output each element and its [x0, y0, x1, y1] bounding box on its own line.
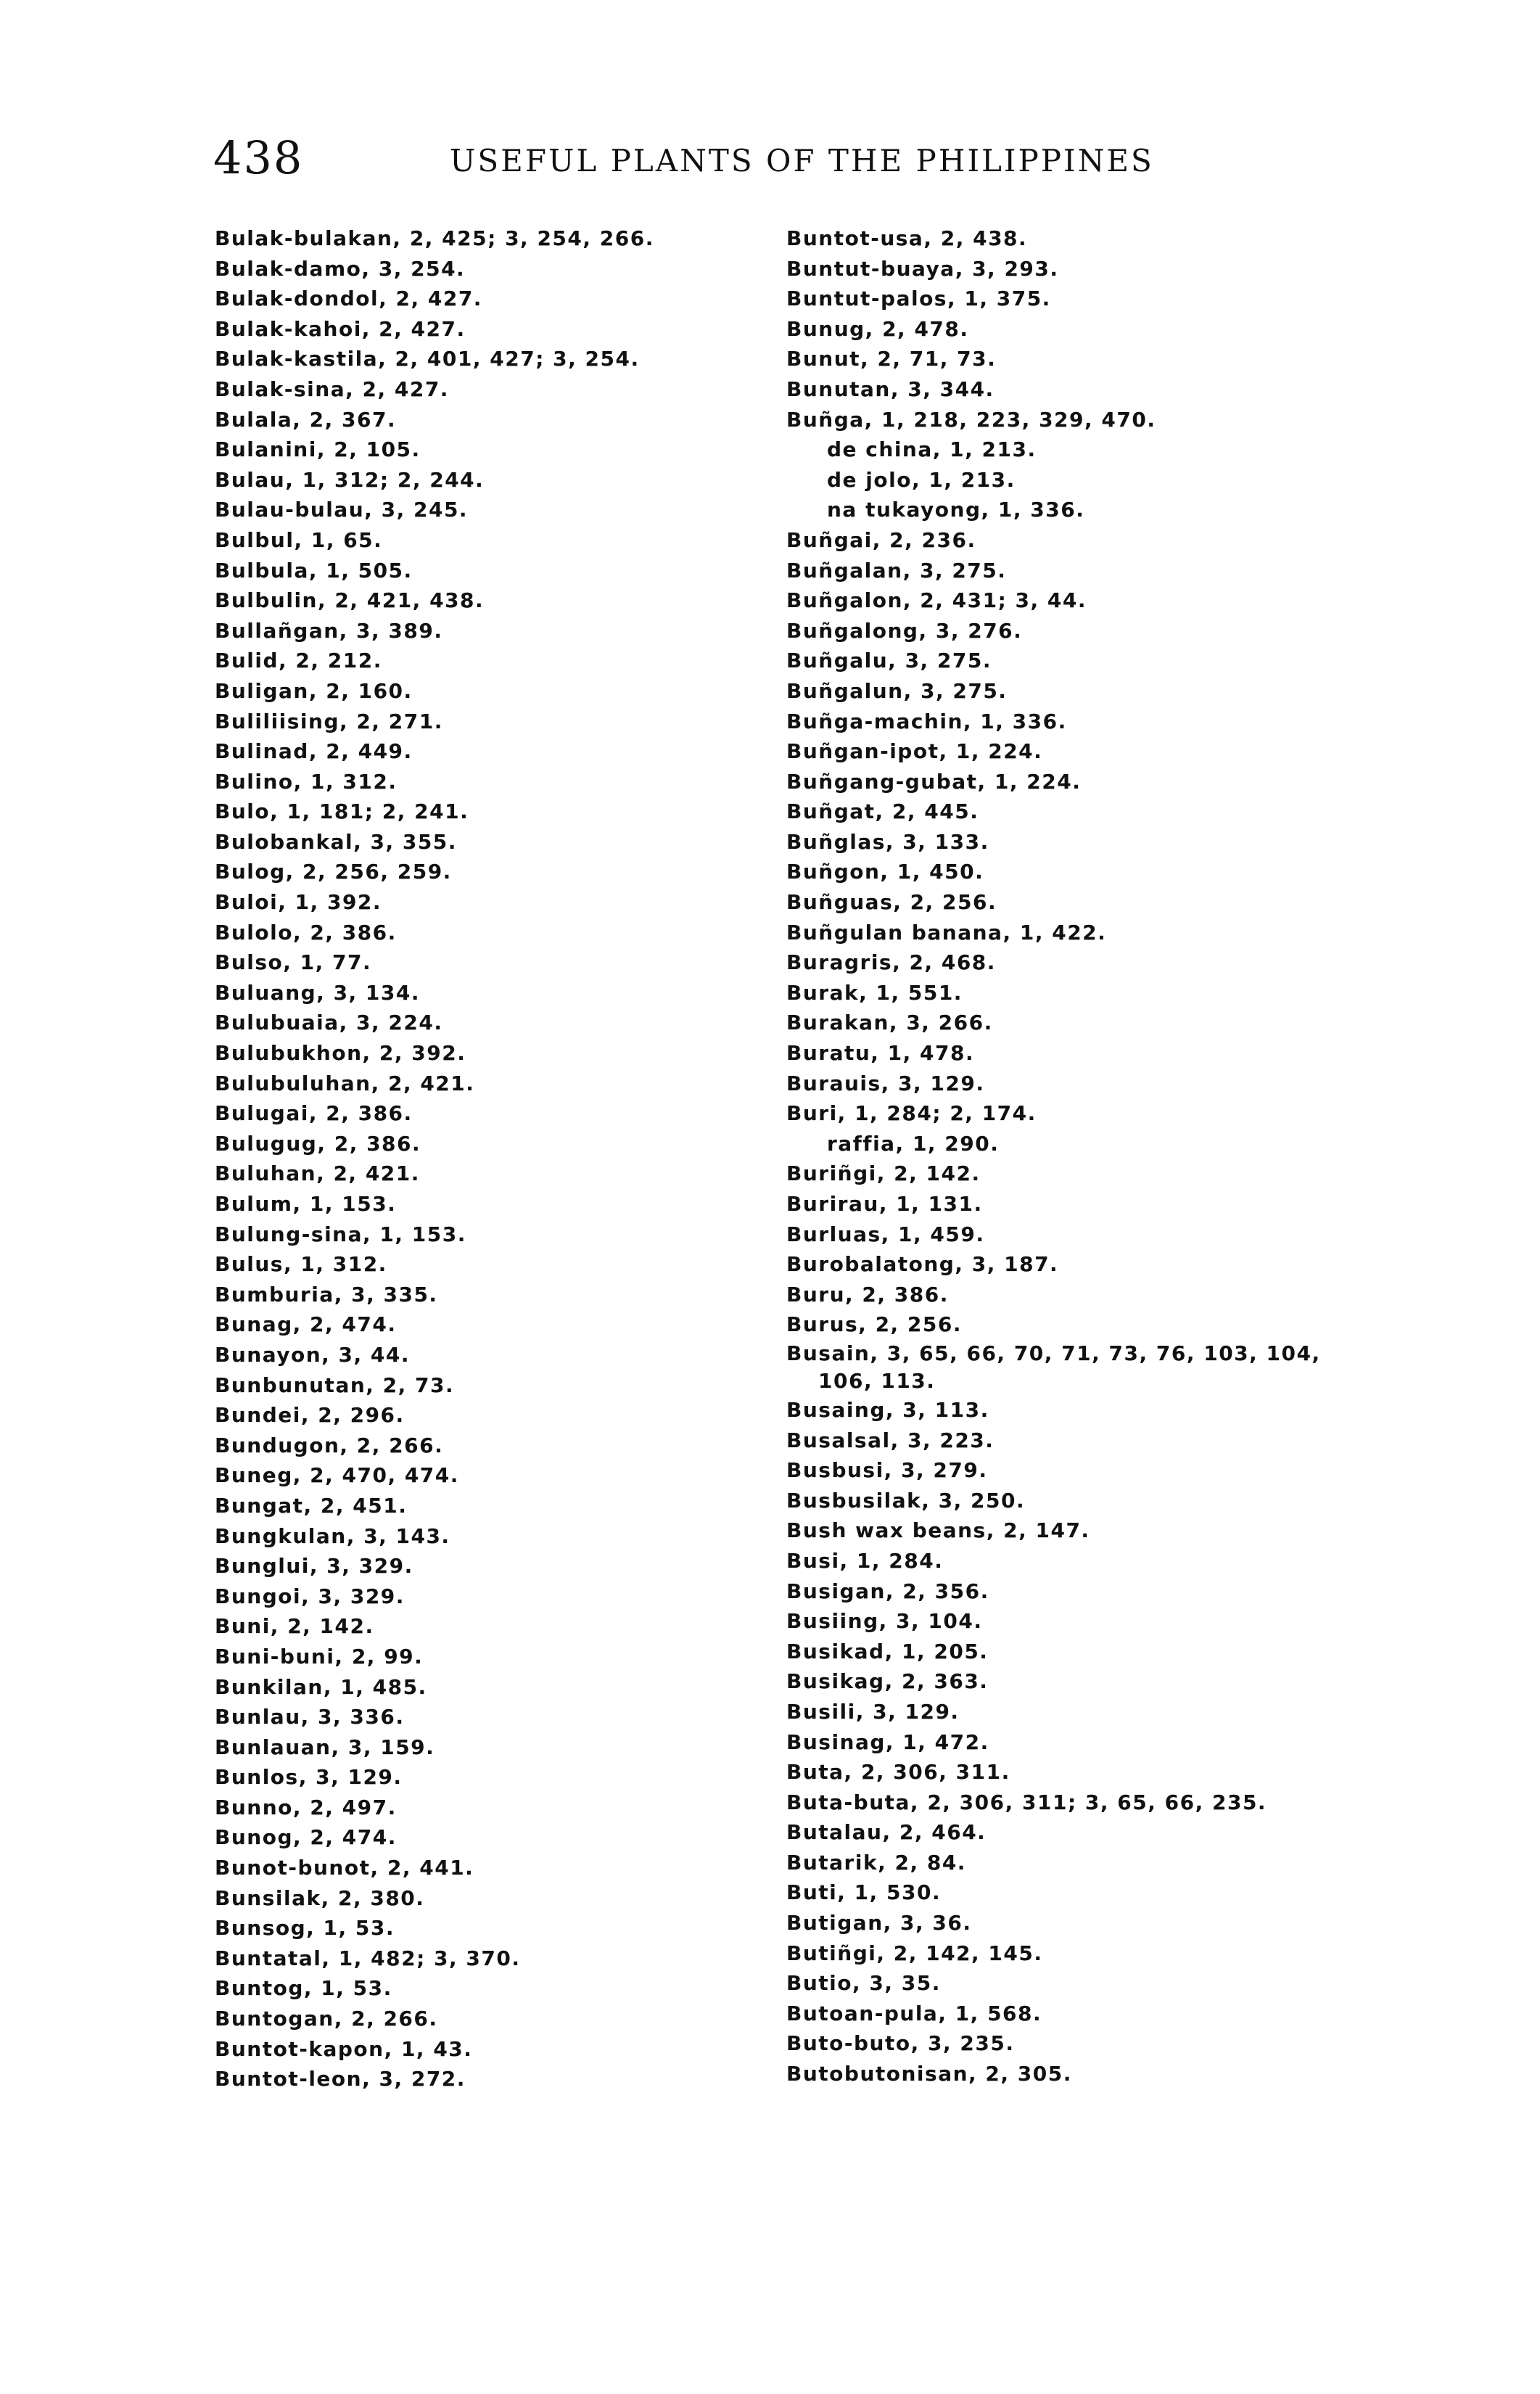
index-entry: Bunlauan, 3, 159.: [215, 1735, 435, 1759]
index-entry: Butobutonisan, 2, 305.: [786, 2062, 1072, 2086]
index-entry: Buta-buta, 2, 306, 311; 3, 65, 66, 235.: [786, 1790, 1267, 1814]
index-entry: Bunog, 2, 474.: [215, 1825, 397, 1850]
index-entry: Buloi, 1, 392.: [215, 890, 382, 915]
index-entry: Busi, 1, 284.: [786, 1548, 944, 1573]
index-entry: Buntot-usa, 2, 438.: [786, 226, 1028, 250]
index-entry: Butalau, 2, 464.: [786, 1820, 987, 1845]
index-entry: Buntut-buaya, 3, 293.: [786, 256, 1059, 281]
index-entry: Busiing, 3, 104.: [786, 1609, 983, 1634]
page-header: [0, 129, 1540, 187]
index-subentry: de china, 1, 213.: [827, 437, 1037, 462]
index-entry: Buñgan-ipot, 1, 224.: [786, 739, 1043, 764]
index-entry: Buñgang-gubat, 1, 224.: [786, 769, 1082, 794]
index-entry: Bulinad, 2, 449.: [215, 739, 413, 764]
index-entry: Busikad, 1, 205.: [786, 1639, 989, 1663]
index-entry: Bulubukhon, 2, 392.: [215, 1041, 466, 1066]
index-entry: Burobalatong, 3, 187.: [786, 1252, 1059, 1277]
index-entry: Buñgalong, 3, 276.: [786, 618, 1023, 643]
index-entry: Bulubuaia, 3, 224.: [215, 1011, 443, 1035]
index-entry: Bunlau, 3, 336.: [215, 1705, 405, 1729]
index-entry: Bulak-bulakan, 2, 425; 3, 254, 266.: [215, 226, 654, 250]
index-entry: Bunug, 2, 478.: [786, 316, 969, 341]
index-entry: Bulak-kastila, 2, 401, 427; 3, 254.: [215, 347, 640, 371]
index-entry: Bulanini, 2, 105.: [215, 437, 421, 462]
index-entry: Bullañgan, 3, 389.: [215, 618, 443, 643]
index-entry: Bulbula, 1, 505.: [215, 558, 413, 583]
index-entry: Buñglas, 3, 133.: [786, 829, 989, 854]
index-entry: Buni, 2, 142.: [215, 1614, 374, 1639]
index-entry: Butiñgi, 2, 142, 145.: [786, 1941, 1043, 1965]
index-entry: Bulugug, 2, 386.: [215, 1131, 421, 1156]
index-entry: Bulubuluhan, 2, 421.: [215, 1071, 475, 1095]
index-entry: Bundugon, 2, 266.: [215, 1433, 444, 1457]
index-subentry: de jolo, 1, 213.: [827, 467, 1016, 492]
index-entry: Busbusi, 3, 279.: [786, 1458, 988, 1483]
index-entry: Bulso, 1, 77.: [215, 950, 372, 975]
index-entry: Buneg, 2, 470, 474.: [215, 1463, 459, 1488]
index-entry: Buriñgi, 2, 142.: [786, 1161, 981, 1186]
index-entry: Bunut, 2, 71, 73.: [786, 347, 997, 371]
index-entry: Buntogan, 2, 266.: [215, 2007, 438, 2031]
index-entry: Busalsal, 3, 223.: [786, 1428, 995, 1452]
index-entry: Bulbul, 1, 65.: [215, 527, 383, 552]
index-entry: Bulog, 2, 256, 259.: [215, 860, 452, 884]
index-entry: Bulau-bulau, 3, 245.: [215, 498, 469, 522]
index-entry: Busaing, 3, 113.: [786, 1397, 989, 1422]
index-entry: Busili, 3, 129.: [786, 1699, 960, 1724]
index-entry: Buni-buni, 2, 99.: [215, 1644, 424, 1669]
index-entry: Bumburia, 3, 335.: [215, 1282, 438, 1307]
index-entry: Bunayon, 3, 44.: [215, 1342, 411, 1367]
index-entry: Busain, 3, 65, 66, 70, 71, 73, 76, 103, 104, 106, 113.: [786, 1341, 1321, 1393]
index-entry: Buñguas, 2, 256.: [786, 890, 997, 915]
index-entry: Buru, 2, 386.: [786, 1282, 949, 1307]
index-entry: Bulak-dondol, 2, 427.: [215, 287, 482, 311]
index-entry: Buñgalun, 3, 275.: [786, 678, 1008, 703]
index-entry: Bungoi, 3, 329.: [215, 1584, 405, 1608]
index-entry: Bulau, 1, 312; 2, 244.: [215, 467, 485, 492]
index-entry: Bulak-damo, 3, 254.: [215, 256, 466, 281]
index-entry: Buñga-machin, 1, 336.: [786, 709, 1067, 733]
page-number: 438: [213, 131, 304, 184]
index-entry: Buñgat, 2, 445.: [786, 799, 979, 824]
index-entry: Burluas, 1, 459.: [786, 1222, 985, 1246]
index-entry: Bulid, 2, 212.: [215, 649, 382, 673]
index-entry: Buntog, 1, 53.: [215, 1976, 392, 2001]
index-entry: Bush wax beans, 2, 147.: [786, 1518, 1090, 1543]
index-entry: Busikag, 2, 363.: [786, 1669, 989, 1694]
index-entry: Buto-buto, 3, 235.: [786, 2031, 1015, 2056]
index-entry: Bulobankal, 3, 355.: [215, 829, 457, 854]
index-entry: Buñgalu, 3, 275.: [786, 649, 992, 673]
index-entry: Buratu, 1, 478.: [786, 1041, 975, 1066]
index-entry: Buragris, 2, 468.: [786, 950, 996, 975]
index-entry: Buta, 2, 306, 311.: [786, 1760, 1010, 1785]
running-title: USEFUL PLANTS OF THE PHILIPPINES: [450, 143, 1154, 178]
index-entry: Bungkulan, 3, 143.: [215, 1523, 450, 1548]
index-entry: Buti, 1, 530.: [786, 1880, 942, 1905]
index-entry: Buñgulan banana, 1, 422.: [786, 920, 1107, 945]
index-entry: Burus, 2, 256.: [786, 1312, 963, 1337]
index-entry: Buri, 1, 284; 2, 174.: [786, 1101, 1037, 1126]
index-entry: Buntot-kapon, 1, 43.: [215, 2036, 473, 2061]
index-entry: Bunno, 2, 497.: [215, 1795, 397, 1819]
index-column-left: [215, 223, 766, 2094]
index-entry: Butoan-pula, 1, 568.: [786, 2001, 1042, 2025]
index-entry: Buñgalon, 2, 431; 3, 44.: [786, 588, 1087, 613]
index-entry: Buliliising, 2, 271.: [215, 709, 443, 733]
index-entry: Bunlos, 3, 129.: [215, 1765, 403, 1790]
index-entry: Bulolo, 2, 386.: [215, 920, 397, 945]
index-entry: Buluang, 3, 134.: [215, 980, 421, 1005]
index-entry: Bunsog, 1, 53.: [215, 1916, 395, 1941]
index-entry: Bulo, 1, 181; 2, 241.: [215, 799, 469, 824]
index-entry: Bulala, 2, 367.: [215, 407, 397, 432]
index-entry: Bulbulin, 2, 421, 438.: [215, 588, 485, 613]
index-entry: Bunglui, 3, 329.: [215, 1554, 413, 1579]
index-entry: Busbusilak, 3, 250.: [786, 1488, 1026, 1513]
index-entry: Bulung-sina, 1, 153.: [215, 1222, 466, 1246]
index-subentry: na tukayong, 1, 336.: [827, 498, 1085, 522]
index-entry: Buntut-palos, 1, 375.: [786, 287, 1051, 311]
index-entry: Buntot-leon, 3, 272.: [215, 2067, 466, 2091]
index-entry: Bunbunutan, 2, 73.: [215, 1373, 455, 1397]
index-entry: Butarik, 2, 84.: [786, 1850, 966, 1875]
index-entry: Bungat, 2, 451.: [215, 1493, 408, 1518]
index-column-right: [786, 223, 1338, 2089]
index-entry: Buñga, 1, 218, 223, 329, 470.: [786, 407, 1156, 432]
index-entry: Bunot-bunot, 2, 441.: [215, 1856, 474, 1880]
index-entry: Bulum, 1, 153.: [215, 1192, 397, 1216]
index-entry: Bulak-sina, 2, 427.: [215, 377, 449, 401]
index-entry: Buntatal, 1, 482; 3, 370.: [215, 1946, 521, 1970]
index-entry: Bunag, 2, 474.: [215, 1312, 397, 1337]
index-entry: Bulus, 1, 312.: [215, 1252, 387, 1277]
index-entry: Burauis, 3, 129.: [786, 1071, 985, 1095]
index-entry: Buluhan, 2, 421.: [215, 1161, 420, 1186]
index-entry: Bunutan, 3, 344.: [786, 377, 995, 401]
index-entry: Bunkilan, 1, 485.: [215, 1674, 427, 1699]
index-entry: Burakan, 3, 266.: [786, 1011, 993, 1035]
index-entry: Burirau, 1, 131.: [786, 1192, 983, 1216]
index-entry: Burak, 1, 551.: [786, 980, 963, 1005]
index-entry: Buñgon, 1, 450.: [786, 860, 984, 884]
index-entry: Bulino, 1, 312.: [215, 769, 398, 794]
index-entry: Bunsilak, 2, 380.: [215, 1885, 425, 1910]
index-entry: Businag, 1, 472.: [786, 1729, 989, 1754]
index-entry: Butigan, 3, 36.: [786, 1911, 972, 1936]
index-entry: Bundei, 2, 296.: [215, 1403, 405, 1428]
index-entry: Bulak-kahoi, 2, 427.: [215, 316, 466, 341]
index-subentry: raffia, 1, 290.: [827, 1131, 1000, 1156]
index-entry: Buligan, 2, 160.: [215, 678, 413, 703]
index-entry: Butio, 3, 35.: [786, 1971, 941, 1996]
index-entry: Bulugai, 2, 386.: [215, 1101, 413, 1126]
index-entry: Buñgalan, 3, 275.: [786, 558, 1007, 583]
index-entry: Buñgai, 2, 236.: [786, 527, 976, 552]
index-entry: Busigan, 2, 356.: [786, 1579, 989, 1603]
